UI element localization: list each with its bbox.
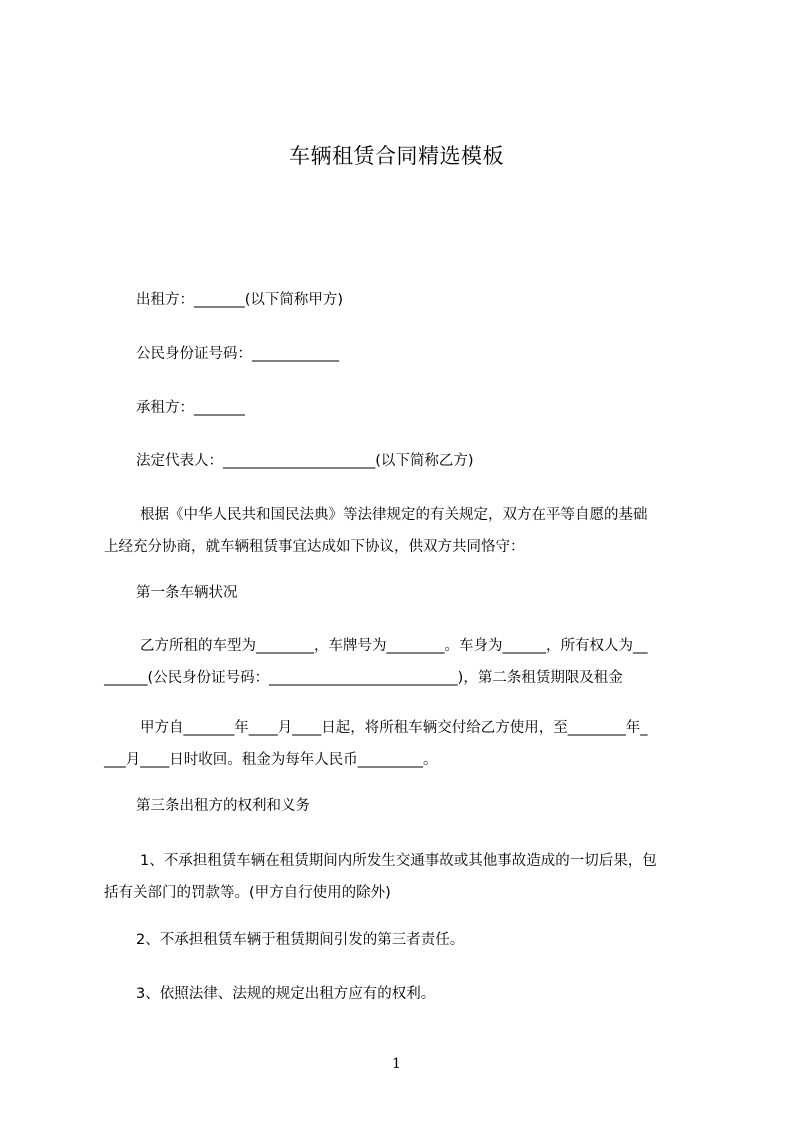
clause1-line-1: 1、不承担租赁车辆在租赁期间内所发生交通事故或其他事故造成的一切后果，包 (140, 853, 657, 869)
lessee-line: 承租方：_______ (136, 400, 245, 416)
article3-heading: 第三条出租方的权利和义务 (136, 798, 310, 814)
article1-heading: 第一条车辆状况 (136, 585, 238, 601)
preamble-line-1: 根据《中华人民共和国民法典》等法律规定的有关规定，双方在平等自愿的基础 (140, 507, 648, 523)
document-title: 车辆租赁合同精选模板 (289, 144, 504, 168)
clause1-line-2: 括有关部门的罚款等。(甲方自行使用的除外) (104, 885, 391, 901)
article1-line-1: 乙方所租的车型为________，车牌号为________。车身为______，所有权人为__ (140, 638, 648, 654)
article2-line-1: 甲方自_______年____月____日起，将所租车辆交付给乙方使用，至________年_ (140, 720, 648, 736)
article1-paragraph (104, 630, 648, 694)
article2-paragraph (104, 712, 648, 776)
lessor-line: 出租方：_______(以下简称甲方) (136, 292, 344, 308)
clause1-paragraph (104, 845, 657, 909)
article2-line-2: ___月____日时收回。租金为每年人民币_________。 (104, 752, 438, 768)
clause2-line: 2、不承担租赁车辆于租赁期间引发的第三者责任。 (136, 932, 465, 948)
legal-representative-line: 法定代表人：_____________________(以下简称乙方) (136, 453, 474, 469)
preamble-line-2: 上经充分协商，就车辆租赁事宜达成如下协议，供双方共同恪守： (104, 539, 525, 555)
article1-line-2: ______(公民身份证号码：__________________________)，第二条租赁期限及租金 (104, 670, 623, 686)
id-number-line: 公民身份证号码：____________ (136, 346, 339, 362)
page-number: 1 (392, 1056, 401, 1072)
preamble-paragraph (104, 499, 648, 563)
clause3-line: 3、依照法律、法规的规定出租方应有的权利。 (136, 986, 436, 1002)
